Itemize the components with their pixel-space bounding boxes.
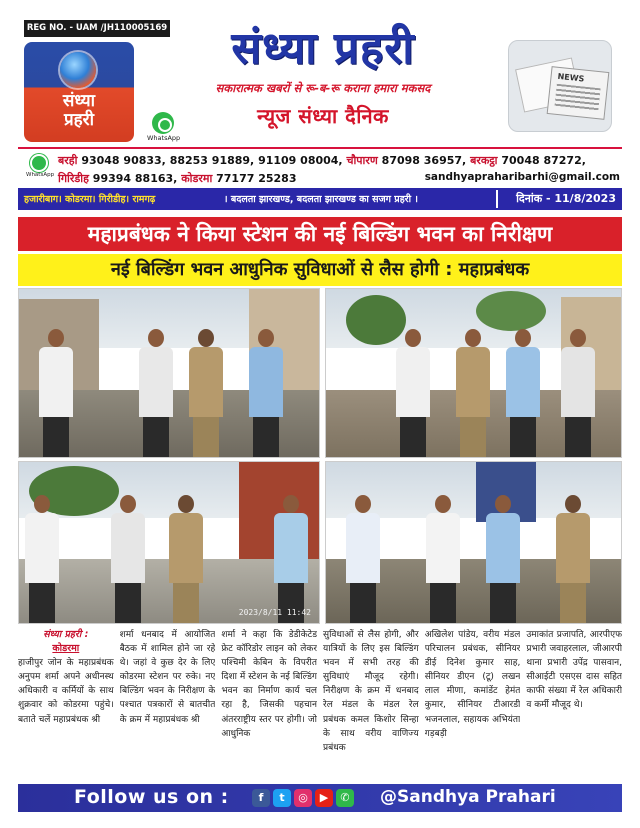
byline: संध्या प्रहरी : bbox=[43, 629, 89, 640]
news-photo-3 bbox=[18, 461, 320, 624]
article-column bbox=[425, 628, 521, 776]
article-column bbox=[323, 628, 419, 776]
article-text: अखिलेश पांडेय, वरीय मंडल परिचालन प्रबंधक, सीनियर डीई दिनेश कुमार साह, सीनियर डीएन (टू) लखन लाल मीणा, कमांडेंट हेमंत कुमार, सीनियर टीआरडी भजनलाल, सहायक अभियंता गड़बड़ी bbox=[424, 630, 521, 739]
chaupran-numbers: 87098 36957, bbox=[377, 154, 471, 167]
person-figure bbox=[561, 329, 595, 457]
person-figure bbox=[396, 329, 430, 457]
main-headline: महाप्रबंधक ने किया स्टेशन की नई बिल्डिंग भवन का निरीक्षण bbox=[18, 217, 622, 251]
divider bbox=[496, 190, 498, 208]
person-figure bbox=[456, 329, 490, 457]
article-text: सुविधाओं से लैस होगी, और यात्रियों के लिए इस बिल्डिंग भवन में सभी तरह की सुविधाएं मौजूद रहेगी। निरीक्षण के क्रम में धनबाद रेल मंडल के मंडल रेल प्रबंधक कमल किशोर सिन्हा के साथ वरीय वाणिज्य प्रबंधक bbox=[323, 630, 419, 753]
article-text: उमाकांत प्रजापति, आरपीएफ प्रभारी जवाहरलाल, जीआरपी थाना प्रभारी उपेंद्र पासवान, सीआईटी एसएस दास सहित काफी संख्या में रेल अधिकारी व कर्मी मौजूद थे। bbox=[526, 630, 623, 711]
article-text: हाजीपुर जोन के महाप्रबंधक अनुपम शर्मा अपने अधीनस्थ अधिकारी व कर्मियों के साथ शुक्रवार को कोडरमा पहुंचे। बताते चलें महाप्रबंधक श्री bbox=[18, 658, 114, 725]
instagram-icon[interactable]: ◎ bbox=[294, 789, 312, 807]
article-column bbox=[526, 628, 622, 776]
person-figure bbox=[486, 495, 520, 623]
news-photo-4 bbox=[325, 461, 622, 624]
person-figure bbox=[111, 495, 145, 623]
slogan: । बदलता झारखण्ड, बदलता झारखण्ड का सजग प्रहरी । bbox=[224, 194, 419, 205]
person-figure bbox=[426, 495, 460, 623]
logo-text bbox=[24, 92, 134, 130]
whatsapp-icon[interactable]: ✆ bbox=[336, 789, 354, 807]
article-body bbox=[18, 628, 622, 776]
issue-date: दिनांक - 11/8/2023 bbox=[516, 192, 616, 205]
whatsapp-badge bbox=[147, 112, 179, 144]
daily-label: न्यूज संध्या दैनिक bbox=[257, 104, 389, 128]
person-figure bbox=[189, 329, 223, 457]
whatsapp-icon bbox=[152, 112, 174, 134]
article-text: शर्मा ने कहा कि डेडीकेटेड फ्रेट कॉरिडोर लाइन को लेकर पश्चिमी केबिन के विपरीत दिशा में स्टेशन के नई बिल्डिंग भवन का निर्माण कार्य चल रहा है, जिसकी पहचान अंतरराष्ट्रीय स्तर पर होगी। जो आधुनिक bbox=[221, 630, 318, 739]
chaupran-label: चौपारण bbox=[346, 154, 378, 167]
social-icons bbox=[252, 789, 354, 807]
article-text: शर्मा धनबाद में आयोजित बैठक में शामिल होने जा रहे थे। जहां वे कुछ देर के लिए कोडरमा स्टेशन पर रुके। नए बिल्डिंग भवन के निरीक्षण के पश्चात पत्रकारों से बातचीत के क्रम में महाप्रबंधक श्री bbox=[119, 630, 216, 725]
koderma-numbers: 77177 25283 bbox=[212, 172, 297, 185]
contact-whatsapp bbox=[26, 154, 55, 178]
contact-bar bbox=[18, 147, 622, 187]
twitter-icon[interactable]: t bbox=[273, 789, 291, 807]
person-figure bbox=[274, 495, 308, 623]
globe-icon bbox=[60, 52, 96, 88]
registration-number: REG NO. - UAM /JH110005169 bbox=[24, 20, 170, 37]
barhi-label: बरही bbox=[58, 154, 78, 167]
masthead bbox=[148, 20, 498, 129]
follow-label: Follow us on : bbox=[74, 786, 229, 808]
contact-whatsapp-label: WhatsApp bbox=[26, 172, 55, 178]
giridih-numbers: 99394 88163, bbox=[88, 172, 182, 185]
contact-email[interactable]: sandhyapraharibarhi@gmail.com bbox=[424, 171, 620, 183]
contact-line-1 bbox=[58, 153, 586, 168]
giridih-label: गिरिडीह bbox=[58, 172, 89, 185]
newspaper-image bbox=[508, 40, 612, 132]
social-handle[interactable]: @Sandhya Prahari bbox=[380, 787, 556, 807]
article-column bbox=[120, 628, 216, 776]
article-column bbox=[221, 628, 317, 776]
barkatha-numbers: 70048 87272, bbox=[497, 154, 586, 167]
barhi-numbers: 93048 90833, 88253 91889, 91109 08004, bbox=[77, 154, 347, 167]
whatsapp-icon bbox=[30, 154, 48, 172]
logo-text-line1: संध्या bbox=[62, 91, 96, 111]
whatsapp-badge-label: WhatsApp bbox=[147, 134, 181, 142]
youtube-icon[interactable]: ▶ bbox=[315, 789, 333, 807]
city-bar bbox=[18, 188, 622, 210]
person-figure bbox=[39, 329, 73, 457]
person-figure bbox=[25, 495, 59, 623]
person-figure bbox=[346, 495, 380, 623]
barkatha-label: बरकट्ठा bbox=[470, 154, 498, 167]
logo-text-line2: प्रहरी bbox=[63, 110, 95, 130]
koderma-label: कोडरमा bbox=[181, 172, 213, 185]
news-photo-1 bbox=[18, 288, 320, 458]
footer-bar bbox=[18, 784, 622, 812]
article-column bbox=[18, 628, 114, 776]
newspaper-title: संध्या प्रहरी bbox=[231, 23, 415, 74]
sub-headline: नई बिल्डिंग भवन आधुनिक सुविधाओं से लैस होगी : महाप्रबंधक bbox=[18, 254, 622, 286]
photo-timestamp: 2023/8/11 11:42 bbox=[238, 608, 311, 617]
person-figure bbox=[169, 495, 203, 623]
facebook-icon[interactable]: f bbox=[252, 789, 270, 807]
tagline: सकारात्मक खबरों से रू-ब-रू कराना हमारा मकसद bbox=[215, 81, 431, 95]
contact-line-2 bbox=[58, 171, 297, 186]
city-list: हजारीबाग। कोडरमा। गिरीडीह। रामगढ़ bbox=[24, 194, 156, 205]
news-photo-2 bbox=[325, 288, 622, 458]
dateline-place: कोडरमा bbox=[52, 643, 80, 655]
person-figure bbox=[249, 329, 283, 457]
logo bbox=[24, 42, 134, 142]
person-figure bbox=[139, 329, 173, 457]
person-figure bbox=[506, 329, 540, 457]
person-figure bbox=[556, 495, 590, 623]
